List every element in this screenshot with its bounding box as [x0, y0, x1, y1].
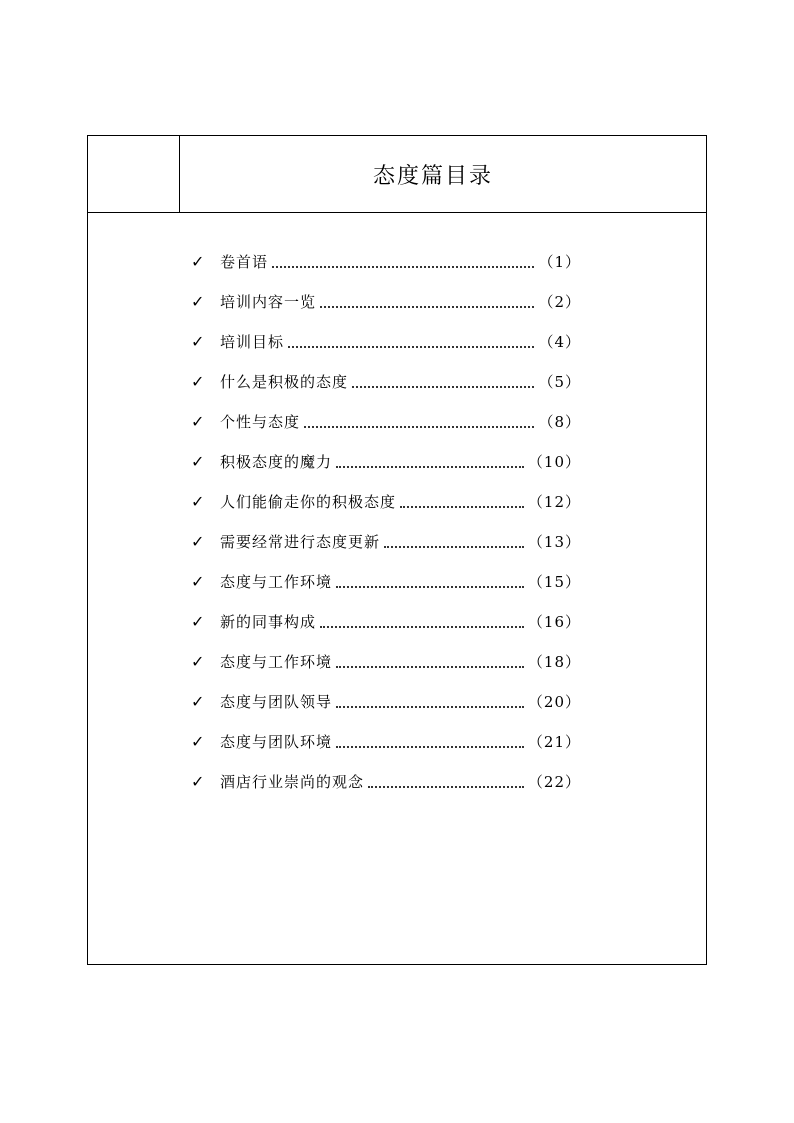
toc-item[interactable] — [191, 401, 581, 441]
toc-item[interactable] — [191, 681, 581, 721]
toc-item-label: 积极态度的魔力 — [220, 452, 333, 471]
checkmark-icon: ✓ — [191, 611, 205, 631]
toc-item-page: （5） — [538, 372, 581, 391]
toc-item[interactable] — [191, 601, 581, 641]
toc-item-page: （1） — [538, 252, 581, 271]
dot-leader — [336, 446, 524, 468]
dot-leader — [320, 606, 524, 628]
toc-item-label: 态度与团队领导 — [220, 692, 333, 711]
toc-item-label: 酒店行业崇尚的观念 — [220, 772, 365, 791]
toc-item-page: （20） — [527, 692, 581, 711]
dot-leader — [368, 766, 524, 788]
dot-leader — [304, 406, 534, 428]
dot-leader — [272, 246, 534, 268]
checkmark-icon: ✓ — [191, 331, 205, 351]
checkmark-icon: ✓ — [191, 371, 205, 391]
checkmark-icon: ✓ — [191, 491, 205, 511]
checkmark-icon: ✓ — [191, 531, 205, 551]
toc-item-label: 培训目标 — [220, 332, 285, 351]
toc-item[interactable] — [191, 441, 581, 481]
toc-item-label: 态度与工作环境 — [220, 652, 333, 671]
checkmark-icon: ✓ — [191, 571, 205, 591]
checkmark-icon: ✓ — [191, 651, 205, 671]
dot-leader — [336, 566, 524, 588]
checkmark-icon: ✓ — [191, 771, 205, 791]
toc-item-label: 培训内容一览 — [220, 292, 317, 311]
header — [88, 136, 706, 213]
toc-item-label: 卷首语 — [220, 252, 269, 271]
dot-leader — [320, 286, 534, 308]
toc-item[interactable] — [191, 721, 581, 761]
checkmark-icon: ✓ — [191, 251, 205, 271]
checkmark-icon: ✓ — [191, 691, 205, 711]
toc-item-page: （15） — [527, 572, 581, 591]
page-title: 态度篇目录 — [372, 163, 493, 189]
toc-item-label: 什么是积极的态度 — [220, 372, 349, 391]
toc-item-label: 新的同事构成 — [220, 612, 317, 631]
toc-item[interactable] — [191, 281, 581, 321]
header-left-cell — [88, 136, 180, 212]
toc-item[interactable] — [191, 241, 581, 281]
toc-item-label: 态度与工作环境 — [220, 572, 333, 591]
dot-leader — [336, 726, 524, 748]
checkmark-icon: ✓ — [191, 291, 205, 311]
toc-item-label: 需要经常进行态度更新 — [220, 532, 381, 551]
toc-item-page: （10） — [527, 452, 581, 471]
toc-item-page: （4） — [538, 332, 581, 351]
toc-item-label: 个性与态度 — [220, 412, 301, 431]
dot-leader — [400, 486, 524, 508]
toc-item[interactable] — [191, 321, 581, 361]
toc-item[interactable] — [191, 361, 581, 401]
toc-item[interactable] — [191, 561, 581, 601]
checkmark-icon: ✓ — [191, 411, 205, 431]
toc-item-label: 人们能偷走你的积极态度 — [220, 492, 397, 511]
dot-leader — [288, 326, 534, 348]
checkmark-icon: ✓ — [191, 451, 205, 471]
dot-leader — [336, 646, 524, 668]
dot-leader — [384, 526, 524, 548]
toc-item-page: （22） — [527, 772, 581, 791]
toc-item-page: （8） — [538, 412, 581, 431]
dot-leader — [352, 366, 534, 388]
dot-leader — [336, 686, 524, 708]
toc-item[interactable] — [191, 641, 581, 681]
checkmark-icon: ✓ — [191, 731, 205, 751]
toc-frame — [87, 135, 707, 965]
toc-item-page: （21） — [527, 732, 581, 751]
toc-item[interactable] — [191, 481, 581, 521]
toc-item[interactable] — [191, 761, 581, 801]
toc-item-page: （13） — [527, 532, 581, 551]
toc-item-label: 态度与团队环境 — [220, 732, 333, 751]
toc-item[interactable] — [191, 521, 581, 561]
toc-item-page: （16） — [527, 612, 581, 631]
toc-item-page: （2） — [538, 292, 581, 311]
toc-item-page: （12） — [527, 492, 581, 511]
toc-item-page: （18） — [527, 652, 581, 671]
